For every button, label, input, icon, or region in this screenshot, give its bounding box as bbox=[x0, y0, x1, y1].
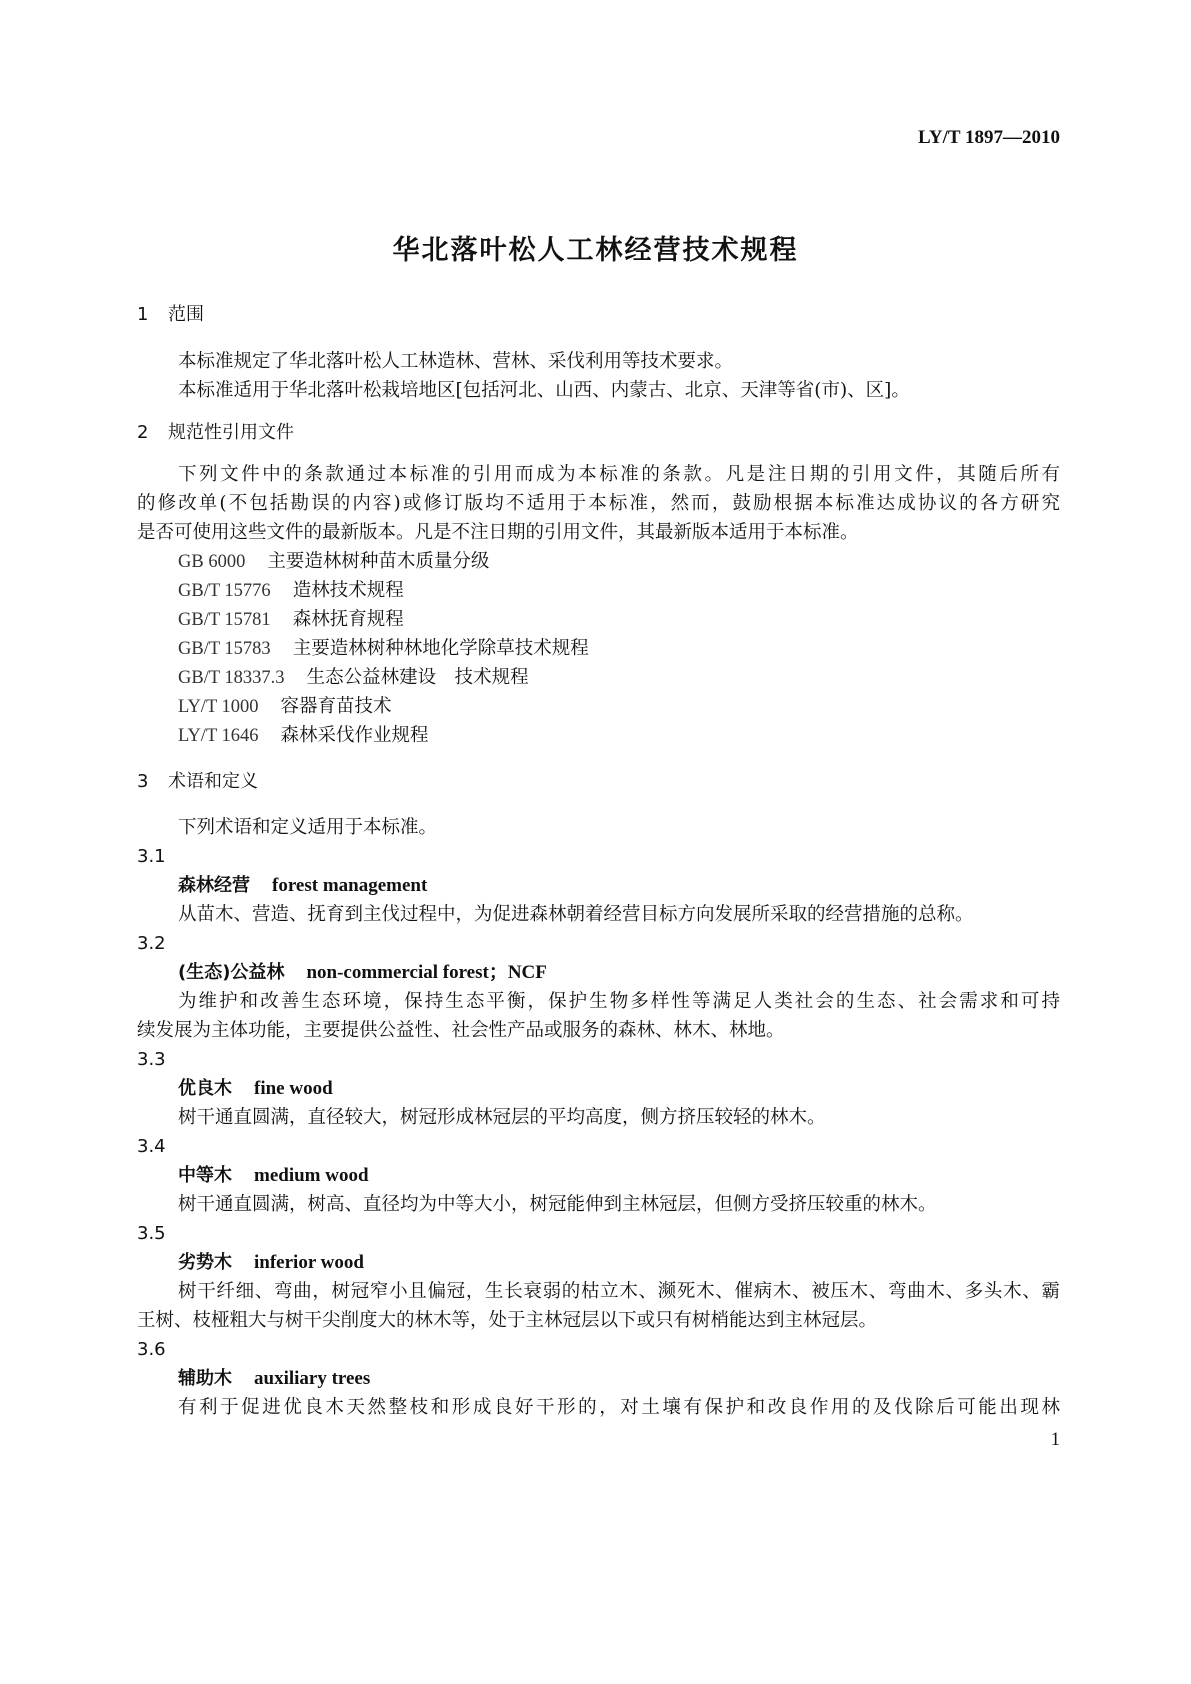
section-2-heading bbox=[137, 421, 294, 445]
paragraph-line: 是否可使用这些文件的最新版本。凡是不注日期的引用文件，其最新版本适用于本标准。 bbox=[137, 522, 859, 543]
term-heading bbox=[178, 874, 427, 898]
term-zh: 劣势木 bbox=[178, 1252, 232, 1273]
definition-line: 树干通直圆满，树高、直径均为中等大小，树冠能伸到主林冠层，但侧方受挤压较重的林木。 bbox=[178, 1194, 937, 1215]
term-en: fine wood bbox=[254, 1078, 333, 1099]
term-zh: 森林经营 bbox=[178, 875, 250, 896]
reference-item bbox=[178, 695, 392, 719]
term-heading bbox=[178, 1077, 333, 1101]
definition-line: 从苗木、营造、抚育到主伐过程中，为促进森林朝着经营目标方向发展所采取的经营措施的总称。 bbox=[178, 904, 974, 925]
clause-number: 3.3 bbox=[137, 1049, 166, 1070]
page-title: 华北落叶松人工林经营技术规程 bbox=[392, 235, 799, 266]
term-en: non-commercial forest；NCF bbox=[306, 962, 547, 983]
section-1-heading bbox=[137, 303, 204, 327]
section-title: 范围 bbox=[168, 304, 204, 325]
reference-item bbox=[178, 637, 589, 661]
reference-title: 容器育苗技术 bbox=[280, 696, 392, 717]
paragraph-line: 下列术语和定义适用于本标准。 bbox=[178, 817, 438, 838]
reference-code: GB 6000 bbox=[178, 552, 246, 572]
reference-code: LY/T 1000 bbox=[178, 697, 259, 717]
section-title: 规范性引用文件 bbox=[168, 422, 294, 443]
standard-number: LY/T 1897—2010 bbox=[917, 127, 1060, 148]
term-heading bbox=[178, 1164, 369, 1188]
clause-number: 3.6 bbox=[137, 1339, 166, 1360]
definition-line: 有利于促进优良木天然整枝和形成良好干形的，对土壤有保护和改良作用的及伐除后可能出现林 bbox=[178, 1397, 1060, 1418]
clause-number: 3.4 bbox=[137, 1136, 166, 1157]
reference-item bbox=[178, 666, 529, 690]
definition-line: 树干纤细、弯曲，树冠窄小且偏冠，生长衰弱的枯立木、濒死木、催病木、被压木、弯曲木、多头木、霸 bbox=[178, 1281, 1060, 1302]
reference-code: GB/T 15776 bbox=[178, 581, 271, 601]
reference-title: 森林抚育规程 bbox=[292, 609, 404, 630]
term-en: inferior wood bbox=[254, 1252, 364, 1273]
reference-item bbox=[178, 550, 489, 574]
term-zh: (生态)公益林 bbox=[178, 962, 285, 983]
section-3-heading bbox=[137, 770, 258, 794]
reference-title: 森林采伐作业规程 bbox=[280, 725, 429, 746]
term-en: forest management bbox=[272, 875, 428, 896]
paragraph-line: 本标准适用于华北落叶松栽培地区[包括河北、山西、内蒙古、北京、天津等省(市)、区]。 bbox=[178, 380, 910, 401]
reference-code: GB/T 15783 bbox=[178, 639, 271, 659]
paragraph-line: 的修改单(不包括勘误的内容)或修订版均不适用于本标准，然而，鼓励根据本标准达成协议的各方研究 bbox=[137, 493, 1060, 514]
reference-code: GB/T 15781 bbox=[178, 610, 271, 630]
reference-code: LY/T 1646 bbox=[178, 726, 259, 746]
page-number: 1 bbox=[1050, 1430, 1060, 1450]
term-heading bbox=[178, 1251, 364, 1275]
definition-line: 树干通直圆满，直径较大，树冠形成林冠层的平均高度，侧方挤压较轻的林木。 bbox=[178, 1107, 826, 1128]
reference-title: 生态公益林建设 技术规程 bbox=[306, 667, 529, 688]
definition-line: 王树、枝桠粗大与树干尖削度大的林木等，处于主林冠层以下或只有树梢能达到主林冠层。 bbox=[137, 1310, 878, 1331]
clause-number: 3.1 bbox=[137, 846, 166, 867]
term-zh: 辅助木 bbox=[178, 1368, 232, 1389]
reference-item bbox=[178, 608, 404, 632]
definition-line: 为维护和改善生态环境，保持生态平衡，保护生物多样性等满足人类社会的生态、社会需求和可持 bbox=[178, 991, 1060, 1012]
clause-number: 3.5 bbox=[137, 1223, 166, 1244]
term-zh: 中等木 bbox=[178, 1165, 232, 1186]
definition-line: 续发展为主体功能，主要提供公益性、社会性产品或服务的森林、林木、林地。 bbox=[137, 1020, 785, 1041]
term-en: auxiliary trees bbox=[254, 1368, 371, 1389]
reference-item bbox=[178, 724, 429, 748]
reference-title: 主要造林树种苗木质量分级 bbox=[267, 551, 490, 572]
paragraph-line: 下列文件中的条款通过本标准的引用而成为本标准的条款。凡是注日期的引用文件，其随后所有 bbox=[178, 464, 1060, 485]
term-heading bbox=[178, 1367, 370, 1391]
section-number: 3 bbox=[137, 771, 149, 792]
reference-item bbox=[178, 579, 404, 603]
paragraph-line: 本标准规定了华北落叶松人工林造林、营林、采伐利用等技术要求。 bbox=[178, 351, 734, 372]
reference-title: 主要造林树种林地化学除草技术规程 bbox=[292, 638, 589, 659]
section-number: 2 bbox=[137, 422, 149, 443]
term-zh: 优良木 bbox=[178, 1078, 232, 1099]
term-heading bbox=[178, 961, 547, 985]
clause-number: 3.2 bbox=[137, 933, 166, 954]
reference-title: 造林技术规程 bbox=[292, 580, 404, 601]
term-en: medium wood bbox=[254, 1165, 369, 1186]
reference-code: GB/T 18337.3 bbox=[178, 668, 285, 688]
section-number: 1 bbox=[137, 304, 149, 325]
section-title: 术语和定义 bbox=[168, 771, 258, 792]
